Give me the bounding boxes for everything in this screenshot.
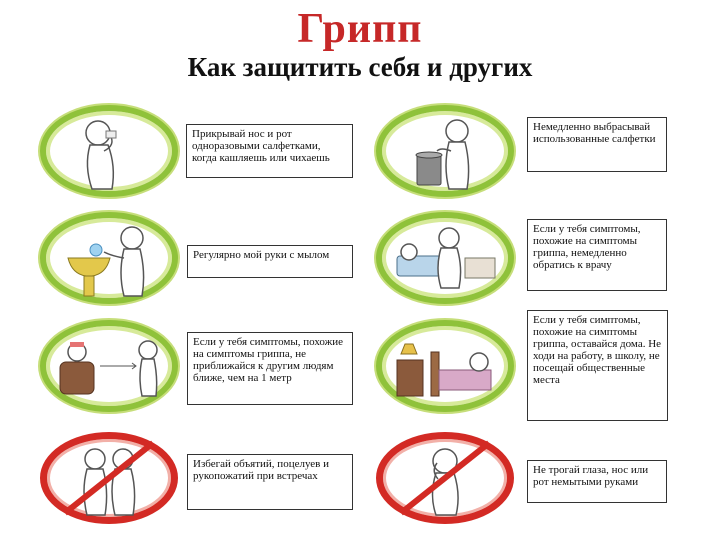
person-covering-nose-icon xyxy=(40,105,178,197)
tip-text-7: Избегай объятий, поцелуев и рукопожатий при встречах xyxy=(187,454,353,510)
page-title: Грипп xyxy=(297,6,423,52)
tip-text-2: Немедленно выбрасывай использованные салфетки xyxy=(527,117,667,172)
page-subtitle: Как защитить себя и других xyxy=(187,52,533,82)
no-hugging-icon xyxy=(40,432,178,524)
stay-home-in-bed-icon xyxy=(376,320,514,412)
person-washing-hands-icon xyxy=(40,212,178,304)
doctor-visit-icon xyxy=(376,212,514,304)
tip-text-8: Не трогай глаза, нос или рот немытыми руками xyxy=(527,460,667,503)
tip-text-6: Если у тебя симптомы, похожие на симптомы гриппа, оставайся дома. Не ходи на работу, в школу, не посещай общественные места xyxy=(527,310,668,421)
no-touching-face-icon xyxy=(376,432,514,524)
tip-text-5: Если у тебя симптомы, похожие на симптомы гриппа, не приближайся к другим людям ближе, чем на 1 метр xyxy=(187,332,353,405)
tip-text-4: Если у тебя симптомы, похожие на симптомы гриппа, немедленно обратись к врачу xyxy=(527,219,667,291)
person-throwing-tissue-in-bin-icon xyxy=(376,105,514,197)
tip-text-3: Регулярно мой руки с мылом xyxy=(187,245,353,278)
tip-text-1: Прикрывай нос и рот одноразовыми салфетками, когда кашляешь или чихаешь xyxy=(186,124,353,178)
keep-distance-icon xyxy=(40,320,178,412)
